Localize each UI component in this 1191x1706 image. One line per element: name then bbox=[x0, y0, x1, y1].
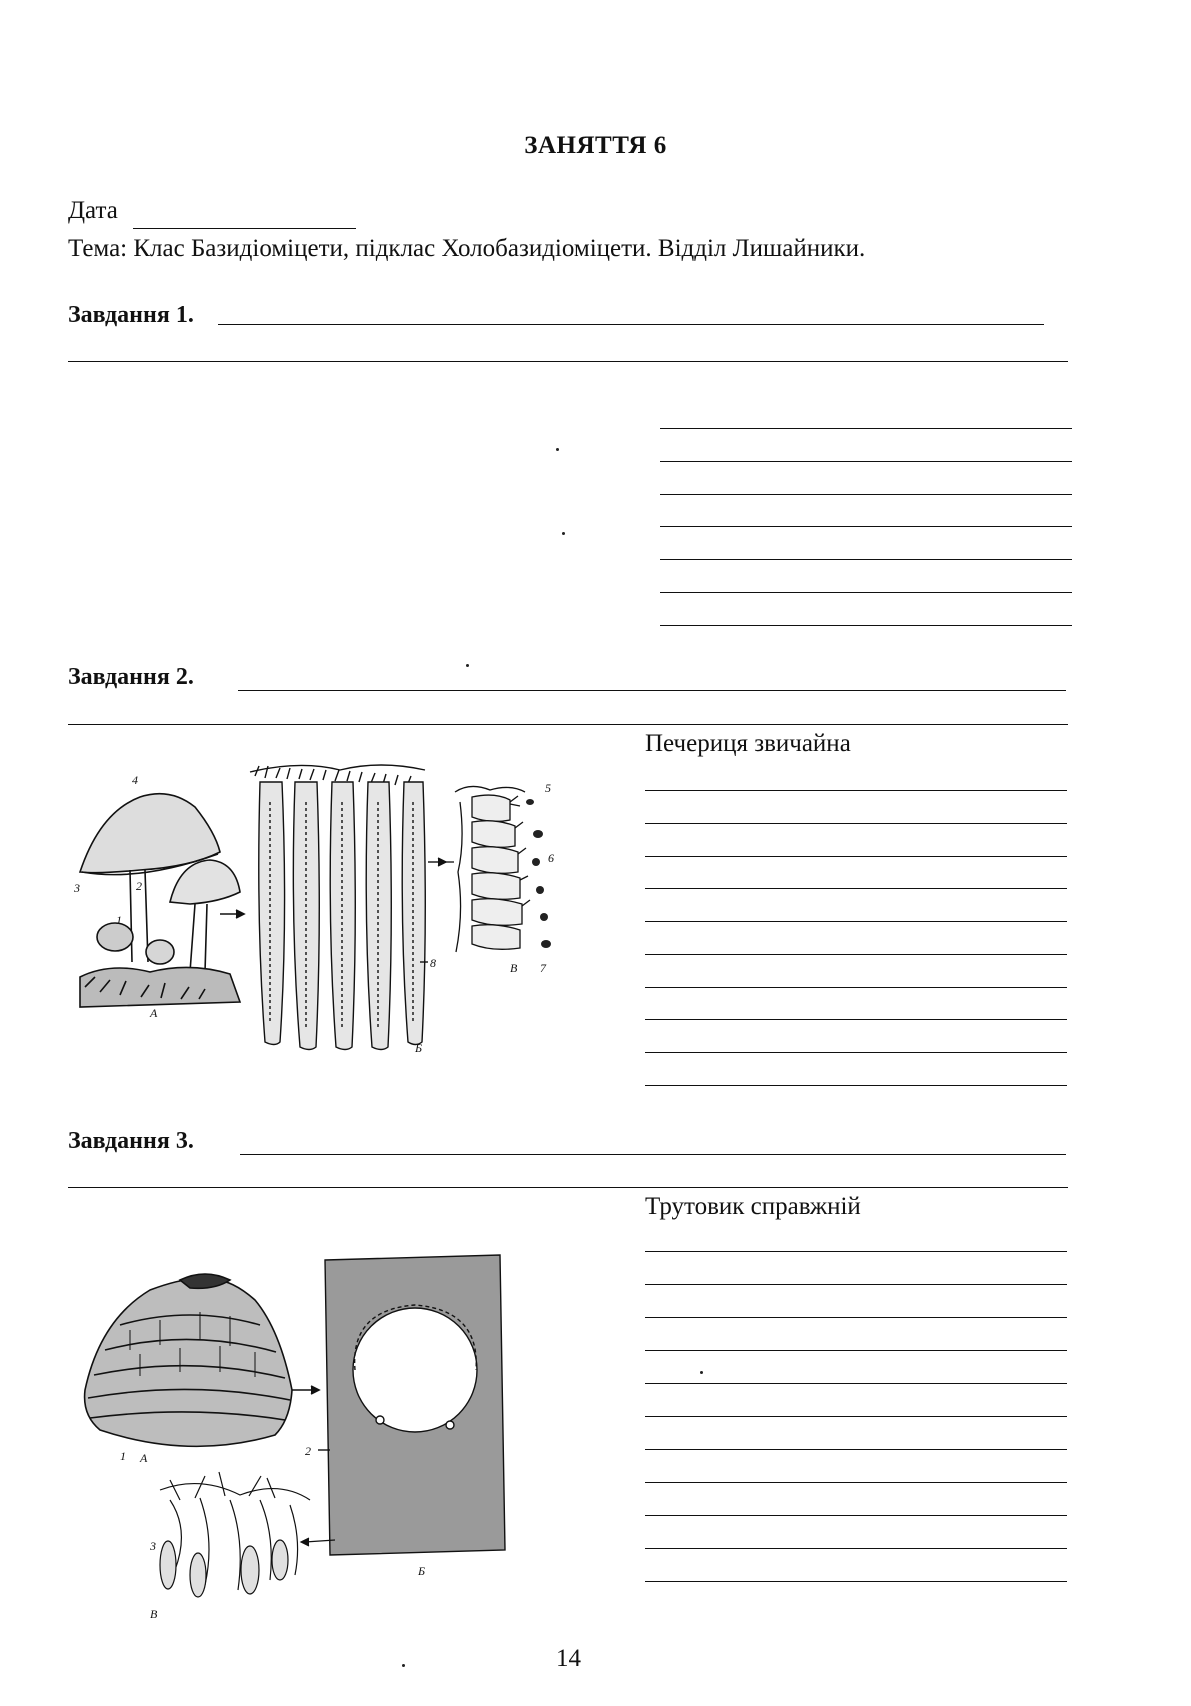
figure-label: В bbox=[150, 1607, 158, 1621]
task-2-answer-line[interactable] bbox=[238, 690, 1066, 691]
polypore-note-line[interactable] bbox=[645, 1251, 1067, 1252]
mushroom-illustration bbox=[70, 762, 650, 1132]
task-1-note-line[interactable] bbox=[660, 625, 1072, 626]
print-speck bbox=[700, 1371, 703, 1374]
task-1-answer-line[interactable] bbox=[68, 361, 1068, 362]
task-1-note-line[interactable] bbox=[660, 428, 1072, 429]
task-1-note-line[interactable] bbox=[660, 559, 1072, 560]
polypore-note-line[interactable] bbox=[645, 1416, 1067, 1417]
gill-section bbox=[250, 765, 446, 1050]
print-speck bbox=[556, 448, 559, 451]
mushroom-note-line[interactable] bbox=[645, 954, 1067, 955]
polypore-fruiting-body bbox=[85, 1274, 319, 1446]
task-1-note-line[interactable] bbox=[660, 526, 1072, 527]
task-3-answer-line[interactable] bbox=[68, 1187, 1068, 1188]
date-input-line[interactable] bbox=[133, 228, 356, 229]
figure-label: 8 bbox=[430, 956, 436, 970]
page-title: ЗАНЯТТЯ 6 bbox=[524, 132, 667, 159]
spores bbox=[526, 799, 551, 948]
figure-label: Б bbox=[418, 1564, 426, 1578]
figure-label: 4 bbox=[132, 773, 138, 787]
polypore-note-line[interactable] bbox=[645, 1284, 1067, 1285]
page-number: 14 bbox=[556, 1645, 581, 1672]
polypore-note-line[interactable] bbox=[645, 1383, 1067, 1384]
task-1-label: Завдання 1. bbox=[68, 302, 194, 328]
polypore-note-line[interactable] bbox=[645, 1515, 1067, 1516]
figure-label: 1 bbox=[116, 913, 122, 927]
task-1-note-line[interactable] bbox=[660, 592, 1072, 593]
basidia-detail bbox=[444, 786, 530, 952]
print-speck bbox=[562, 532, 565, 535]
date-label: Дата bbox=[68, 197, 118, 224]
polypore-note-line[interactable] bbox=[645, 1581, 1067, 1582]
print-speck bbox=[402, 1664, 405, 1667]
figure-label: 5 bbox=[545, 781, 551, 795]
mushroom-caption: Печериця звичайна bbox=[645, 730, 851, 757]
print-speck bbox=[466, 664, 469, 667]
mushroom-note-line[interactable] bbox=[645, 1085, 1067, 1086]
task-1-note-line[interactable] bbox=[660, 494, 1072, 495]
task-3-answer-line[interactable] bbox=[240, 1154, 1066, 1155]
mushroom-note-line[interactable] bbox=[645, 823, 1067, 824]
task-2-answer-line[interactable] bbox=[68, 724, 1068, 725]
figure-label: 2 bbox=[136, 879, 142, 893]
figure-label: Б bbox=[415, 1041, 423, 1055]
lesson-theme: Тема: Клас Базидіоміцети, підклас Холобазидіоміцети. Відділ Лишайники. bbox=[68, 235, 866, 262]
polypore-note-line[interactable] bbox=[645, 1449, 1067, 1450]
task-3-label: Завдання 3. bbox=[68, 1128, 194, 1154]
task-2-label: Завдання 2. bbox=[68, 664, 194, 690]
figure-label: 6 bbox=[548, 851, 554, 865]
hyphae-detail bbox=[160, 1472, 335, 1597]
task-1-note-line[interactable] bbox=[660, 461, 1072, 462]
mushroom-note-line[interactable] bbox=[645, 888, 1067, 889]
figure-label: В bbox=[510, 961, 518, 975]
polypore-note-line[interactable] bbox=[645, 1350, 1067, 1351]
figure-label: А bbox=[150, 1006, 158, 1020]
mushroom-note-line[interactable] bbox=[645, 1052, 1067, 1053]
figure-label: 2 bbox=[305, 1444, 311, 1458]
mushroom-note-line[interactable] bbox=[645, 921, 1067, 922]
figure-label: 3 bbox=[74, 881, 80, 895]
mushroom-fruiting-body bbox=[80, 794, 244, 1007]
mushroom-note-line[interactable] bbox=[645, 790, 1067, 791]
task-1-answer-line[interactable] bbox=[218, 324, 1044, 325]
mushroom-note-line[interactable] bbox=[645, 987, 1067, 988]
figure-label: 7 bbox=[540, 961, 546, 975]
tube-section bbox=[318, 1255, 505, 1555]
polypore-note-line[interactable] bbox=[645, 1482, 1067, 1483]
polypore-illustration bbox=[80, 1250, 550, 1630]
figure-label: 3 bbox=[150, 1539, 156, 1553]
polypore-note-line[interactable] bbox=[645, 1548, 1067, 1549]
mushroom-note-line[interactable] bbox=[645, 856, 1067, 857]
figure-label: 1 bbox=[120, 1449, 126, 1463]
polypore-caption: Трутовик справжній bbox=[645, 1193, 861, 1220]
mushroom-note-line[interactable] bbox=[645, 1019, 1067, 1020]
polypore-note-line[interactable] bbox=[645, 1317, 1067, 1318]
figure-label: А bbox=[140, 1451, 148, 1465]
